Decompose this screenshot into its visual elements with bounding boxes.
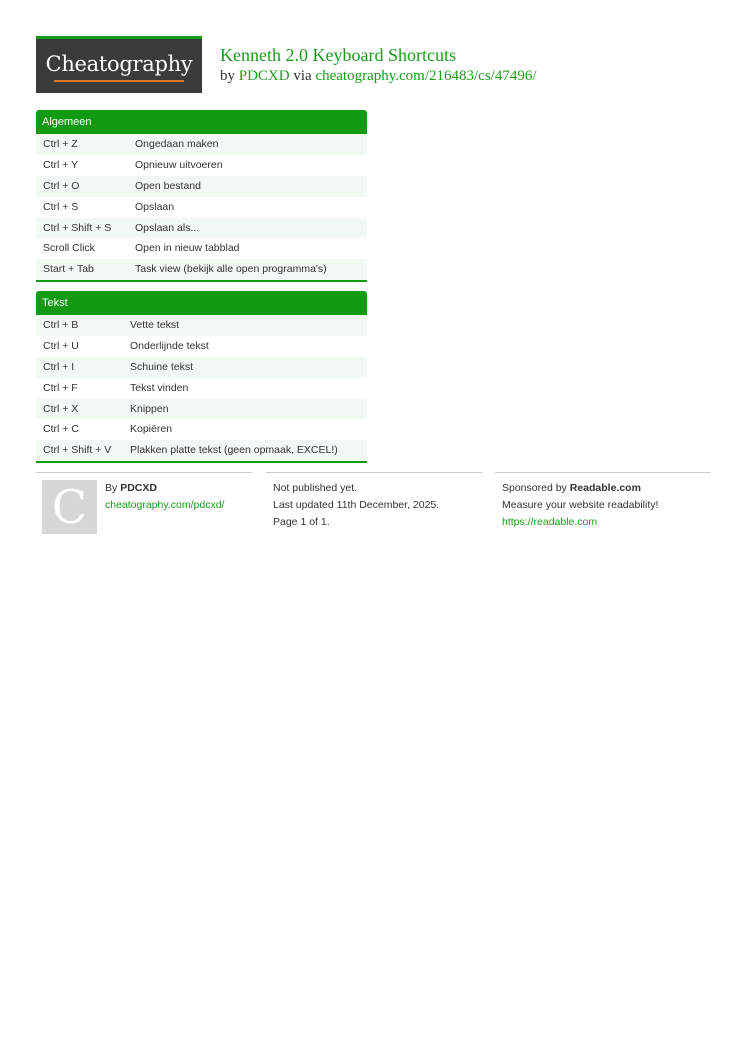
shortcut-description: Vette tekst [130,319,180,331]
table-row [36,315,367,336]
table-row [36,155,367,176]
shortcut-description: Open in nieuw tabblad [135,242,240,255]
table-row [36,378,367,399]
footer-by-label: By [105,482,118,494]
shortcut-table [36,134,367,282]
table-row [36,197,367,218]
shortcut-description: Ongedaan maken [135,138,219,150]
shortcut-key: Ctrl + Shift + S [43,221,112,234]
avatar-letter: C [51,480,88,534]
shortcut-description: Plakken platte tekst (geen opmaak, EXCEL!) [130,444,338,457]
shortcut-table [36,315,367,463]
shortcut-key: Start + Tab [43,263,94,276]
shortcut-key: Ctrl + B [43,319,79,331]
shortcut-description: Opnieuw uitvoeren [135,158,223,171]
via-label: via [293,68,312,84]
footer-divider [266,472,482,473]
logo-text: Cheatography [45,52,193,76]
table-row [36,440,367,461]
sponsor-name[interactable]: Readable.com [569,482,641,494]
sponsor-label: Sponsored by [502,482,567,494]
table-row [36,399,367,420]
table-row [36,218,367,239]
table-row [36,134,367,155]
section-title: Tekst [36,291,367,315]
author-link[interactable]: PDCXD [238,68,290,84]
cheatography-logo[interactable] [36,36,202,93]
table-row [36,176,367,197]
footer-author-name[interactable]: PDCXD [120,482,157,494]
shortcut-key: Ctrl + S [43,200,79,213]
table-row [36,419,367,440]
sponsor-link[interactable]: https://readable.com [502,516,598,528]
shortcut-description: Schuine tekst [130,360,194,373]
shortcut-key: Ctrl + C [43,423,79,436]
byline [220,66,537,86]
shortcut-description: Opslaan [135,200,175,213]
sponsor-line [502,480,658,497]
by-label: by [220,68,235,84]
shortcut-description: Task view (bekijk alle open programma's) [135,263,327,276]
shortcut-key: Ctrl + Shift + V [43,444,112,457]
shortcut-key: Ctrl + Z [43,138,78,150]
shortcut-key: Ctrl + F [43,381,78,394]
shortcut-description: Kopiëren [130,423,173,436]
shortcut-description: Open bestand [135,179,201,192]
shortcut-key: Ctrl + Y [43,158,79,171]
table-row [36,238,367,259]
footer-meta [273,480,439,531]
publish-status: Not published yet. [273,482,358,494]
shortcut-description: Tekst vinden [130,381,189,394]
shortcut-description: Knippen [130,402,169,415]
page-title[interactable]: Kenneth 2.0 Keyboard Shortcuts [220,45,456,65]
table-row [36,259,367,280]
sponsor-tagline: Measure your website readability! [502,499,659,511]
shortcut-description: Opslaan als... [135,221,200,234]
footer-author [105,480,224,514]
shortcut-key: Ctrl + O [43,179,80,192]
shortcut-key: Scroll Click [43,242,95,255]
logo-underline [54,80,184,82]
page-number: Page 1 of 1. [273,516,330,528]
shortcut-key: Ctrl + U [43,339,79,352]
table-row [36,357,367,378]
sheet-url-link[interactable]: cheatography.com/216483/cs/47496/ [315,68,537,84]
section-algemeen [36,110,367,282]
section-title: Algemeen [36,110,367,134]
section-tekst [36,291,367,463]
last-updated: Last updated 11th December, 2025. [273,499,440,511]
shortcut-key: Ctrl + I [43,360,75,373]
footer-author-link[interactable]: cheatography.com/pdcxd/ [105,499,225,511]
footer-divider [36,472,252,473]
footer-divider [495,472,711,473]
table-row [36,336,367,357]
avatar[interactable] [42,480,97,534]
footer-byline [105,480,224,497]
footer-sponsor [502,480,658,531]
title-block [220,44,537,86]
shortcut-key: Ctrl + X [43,402,79,415]
shortcut-description: Onderlijnde tekst [130,339,209,352]
